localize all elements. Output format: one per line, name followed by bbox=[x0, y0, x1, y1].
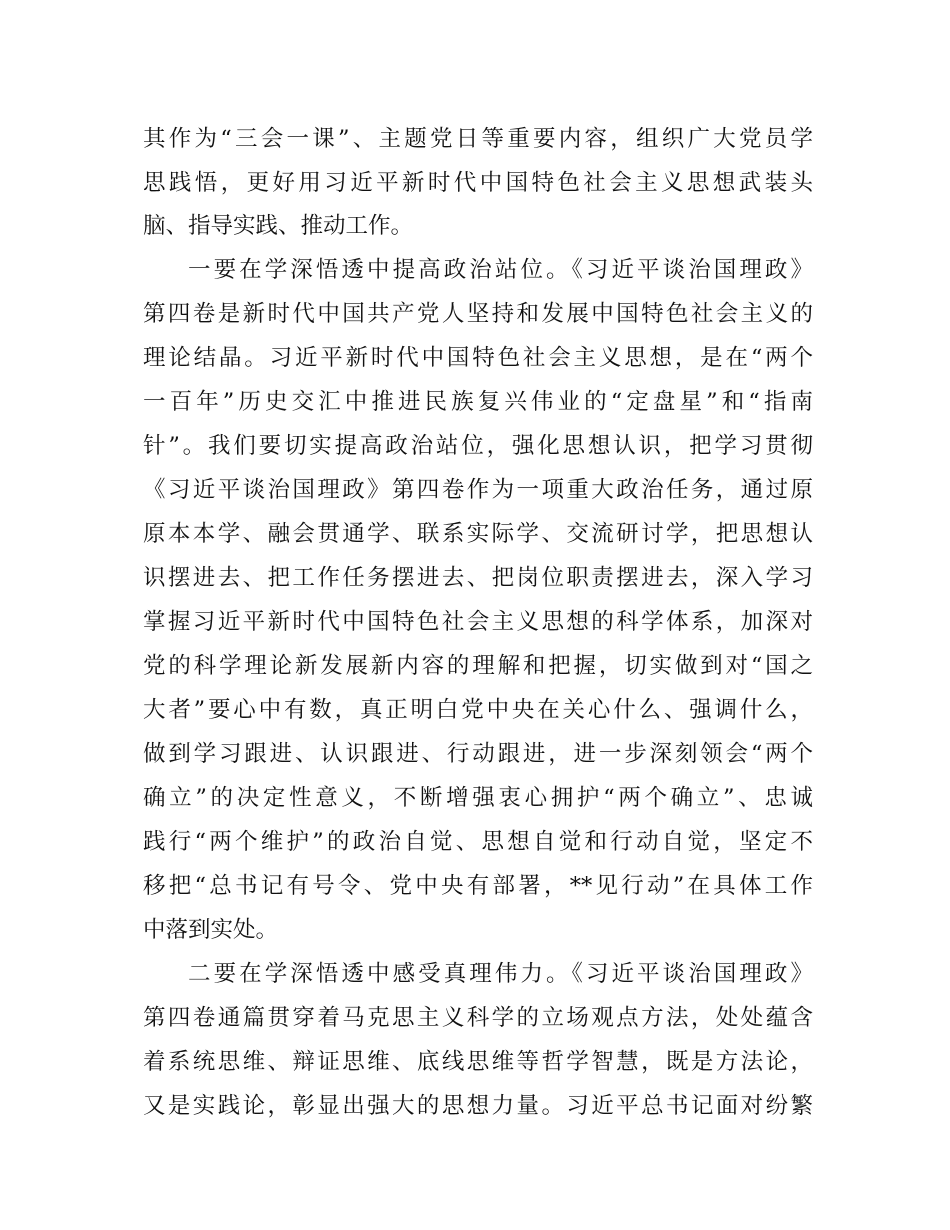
text-line: 第四卷通篇贯穿着马克思主义科学的立场观点方法，处处蕴含 bbox=[143, 1005, 813, 1031]
text-line: 掌握习近平新时代中国特色社会主义思想的科学体系，加深对 bbox=[143, 609, 813, 635]
text-line: 其作为“三会一课”、主题党日等重要内容，组织广大党员学 bbox=[143, 126, 813, 152]
text-line: 践行“两个维护”的政治自觉、思想自觉和行动自觉，坚定不 bbox=[143, 829, 813, 855]
text-line: 大者”要心中有数，真正明白党中央在关心什么、强调什么， bbox=[143, 697, 813, 723]
text-line: 《习近平谈治国理政》第四卷作为一项重大政治任务，通过原 bbox=[143, 477, 813, 503]
text-line: 识摆进去、把工作任务摆进去、把岗位职责摆进去，深入学习 bbox=[143, 565, 813, 591]
paragraph-heading-line: 二要在学深悟透中感受真理伟力。《习近平谈治国理政》 bbox=[188, 961, 813, 987]
text-line: 做到学习跟进、认识跟进、行动跟进，进一步深刻领会“两个 bbox=[143, 741, 813, 767]
text-line: 原本本学、融会贯通学、联系实际学、交流研讨学，把思想认 bbox=[143, 521, 813, 547]
paragraph-heading-line: 一要在学深悟透中提高政治站位。《习近平谈治国理政》 bbox=[188, 257, 813, 283]
text-line: 思践悟，更好用习近平新时代中国特色社会主义思想武装头 bbox=[143, 170, 813, 196]
text-line: 中落到实处。 bbox=[143, 917, 279, 943]
text-line: 脑、指导实践、推动工作。 bbox=[143, 213, 414, 239]
text-line: 又是实践论，彰显出强大的思想力量。习近平总书记面对纷繁 bbox=[143, 1093, 813, 1119]
text-line: 着系统思维、辩证思维、底线思维等哲学智慧，既是方法论， bbox=[143, 1049, 813, 1075]
text-line: 移把“总书记有号令、党中央有部署，**见行动”在具体工作 bbox=[143, 873, 813, 899]
text-line: 党的科学理论新发展新内容的理解和把握，切实做到对“国之 bbox=[143, 653, 813, 679]
text-line: 理论结晶。习近平新时代中国特色社会主义思想，是在“两个 bbox=[143, 345, 813, 371]
text-line: 针”。我们要切实提高政治站位，强化思想认识，把学习贯彻 bbox=[143, 433, 813, 459]
text-line: 一百年”历史交汇中推进民族复兴伟业的“定盘星”和“指南 bbox=[143, 389, 813, 415]
text-line: 第四卷是新时代中国共产党人坚持和发展中国特色社会主义的 bbox=[143, 301, 813, 327]
text-line: 确立”的决定性意义，不断增强衷心拥护“两个确立”、忠诚 bbox=[143, 785, 813, 811]
